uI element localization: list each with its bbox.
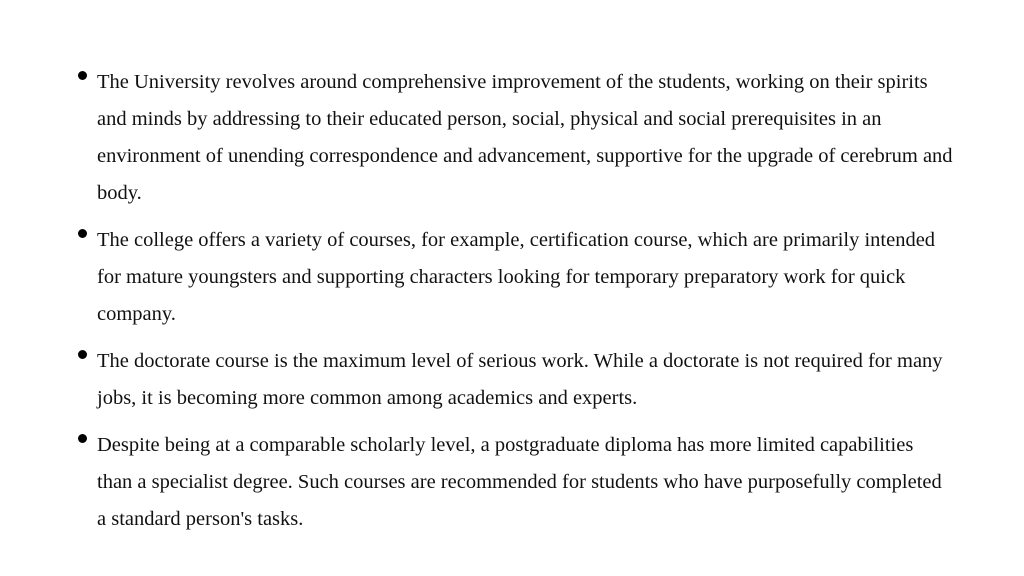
bullet-item <box>78 64 953 212</box>
bullet-text: The University revolves around comprehensive improvement of the students, working on their spirits and minds by addressing to their educated person, social, physical and social prerequisites in an environment of unending correspondence and advancement, supportive for the upgrade of cerebrum and body. <box>97 71 953 204</box>
bullet-text: The doctorate course is the maximum level of serious work. While a doctorate is not required for many jobs, it is becoming more common among academics and experts. <box>97 350 943 409</box>
bullet-list <box>78 64 953 548</box>
bullet-point-icon <box>78 229 87 238</box>
bullet-text: The college offers a variety of courses, for example, certification course, which are primarily intended for mature youngsters and supporting characters looking for temporary preparatory work for quick company. <box>97 229 936 325</box>
bullet-point-icon <box>78 350 87 359</box>
bullet-point-icon <box>78 71 87 80</box>
bullet-point-icon <box>78 434 87 443</box>
bullet-item <box>78 343 953 417</box>
bullet-item <box>78 427 953 538</box>
bullet-text: Despite being at a comparable scholarly level, a postgraduate diploma has more limited capabilities than a specialist degree. Such courses are recommended for students who have purposefully completed a standard person's tasks. <box>97 434 942 530</box>
bullet-item <box>78 222 953 333</box>
